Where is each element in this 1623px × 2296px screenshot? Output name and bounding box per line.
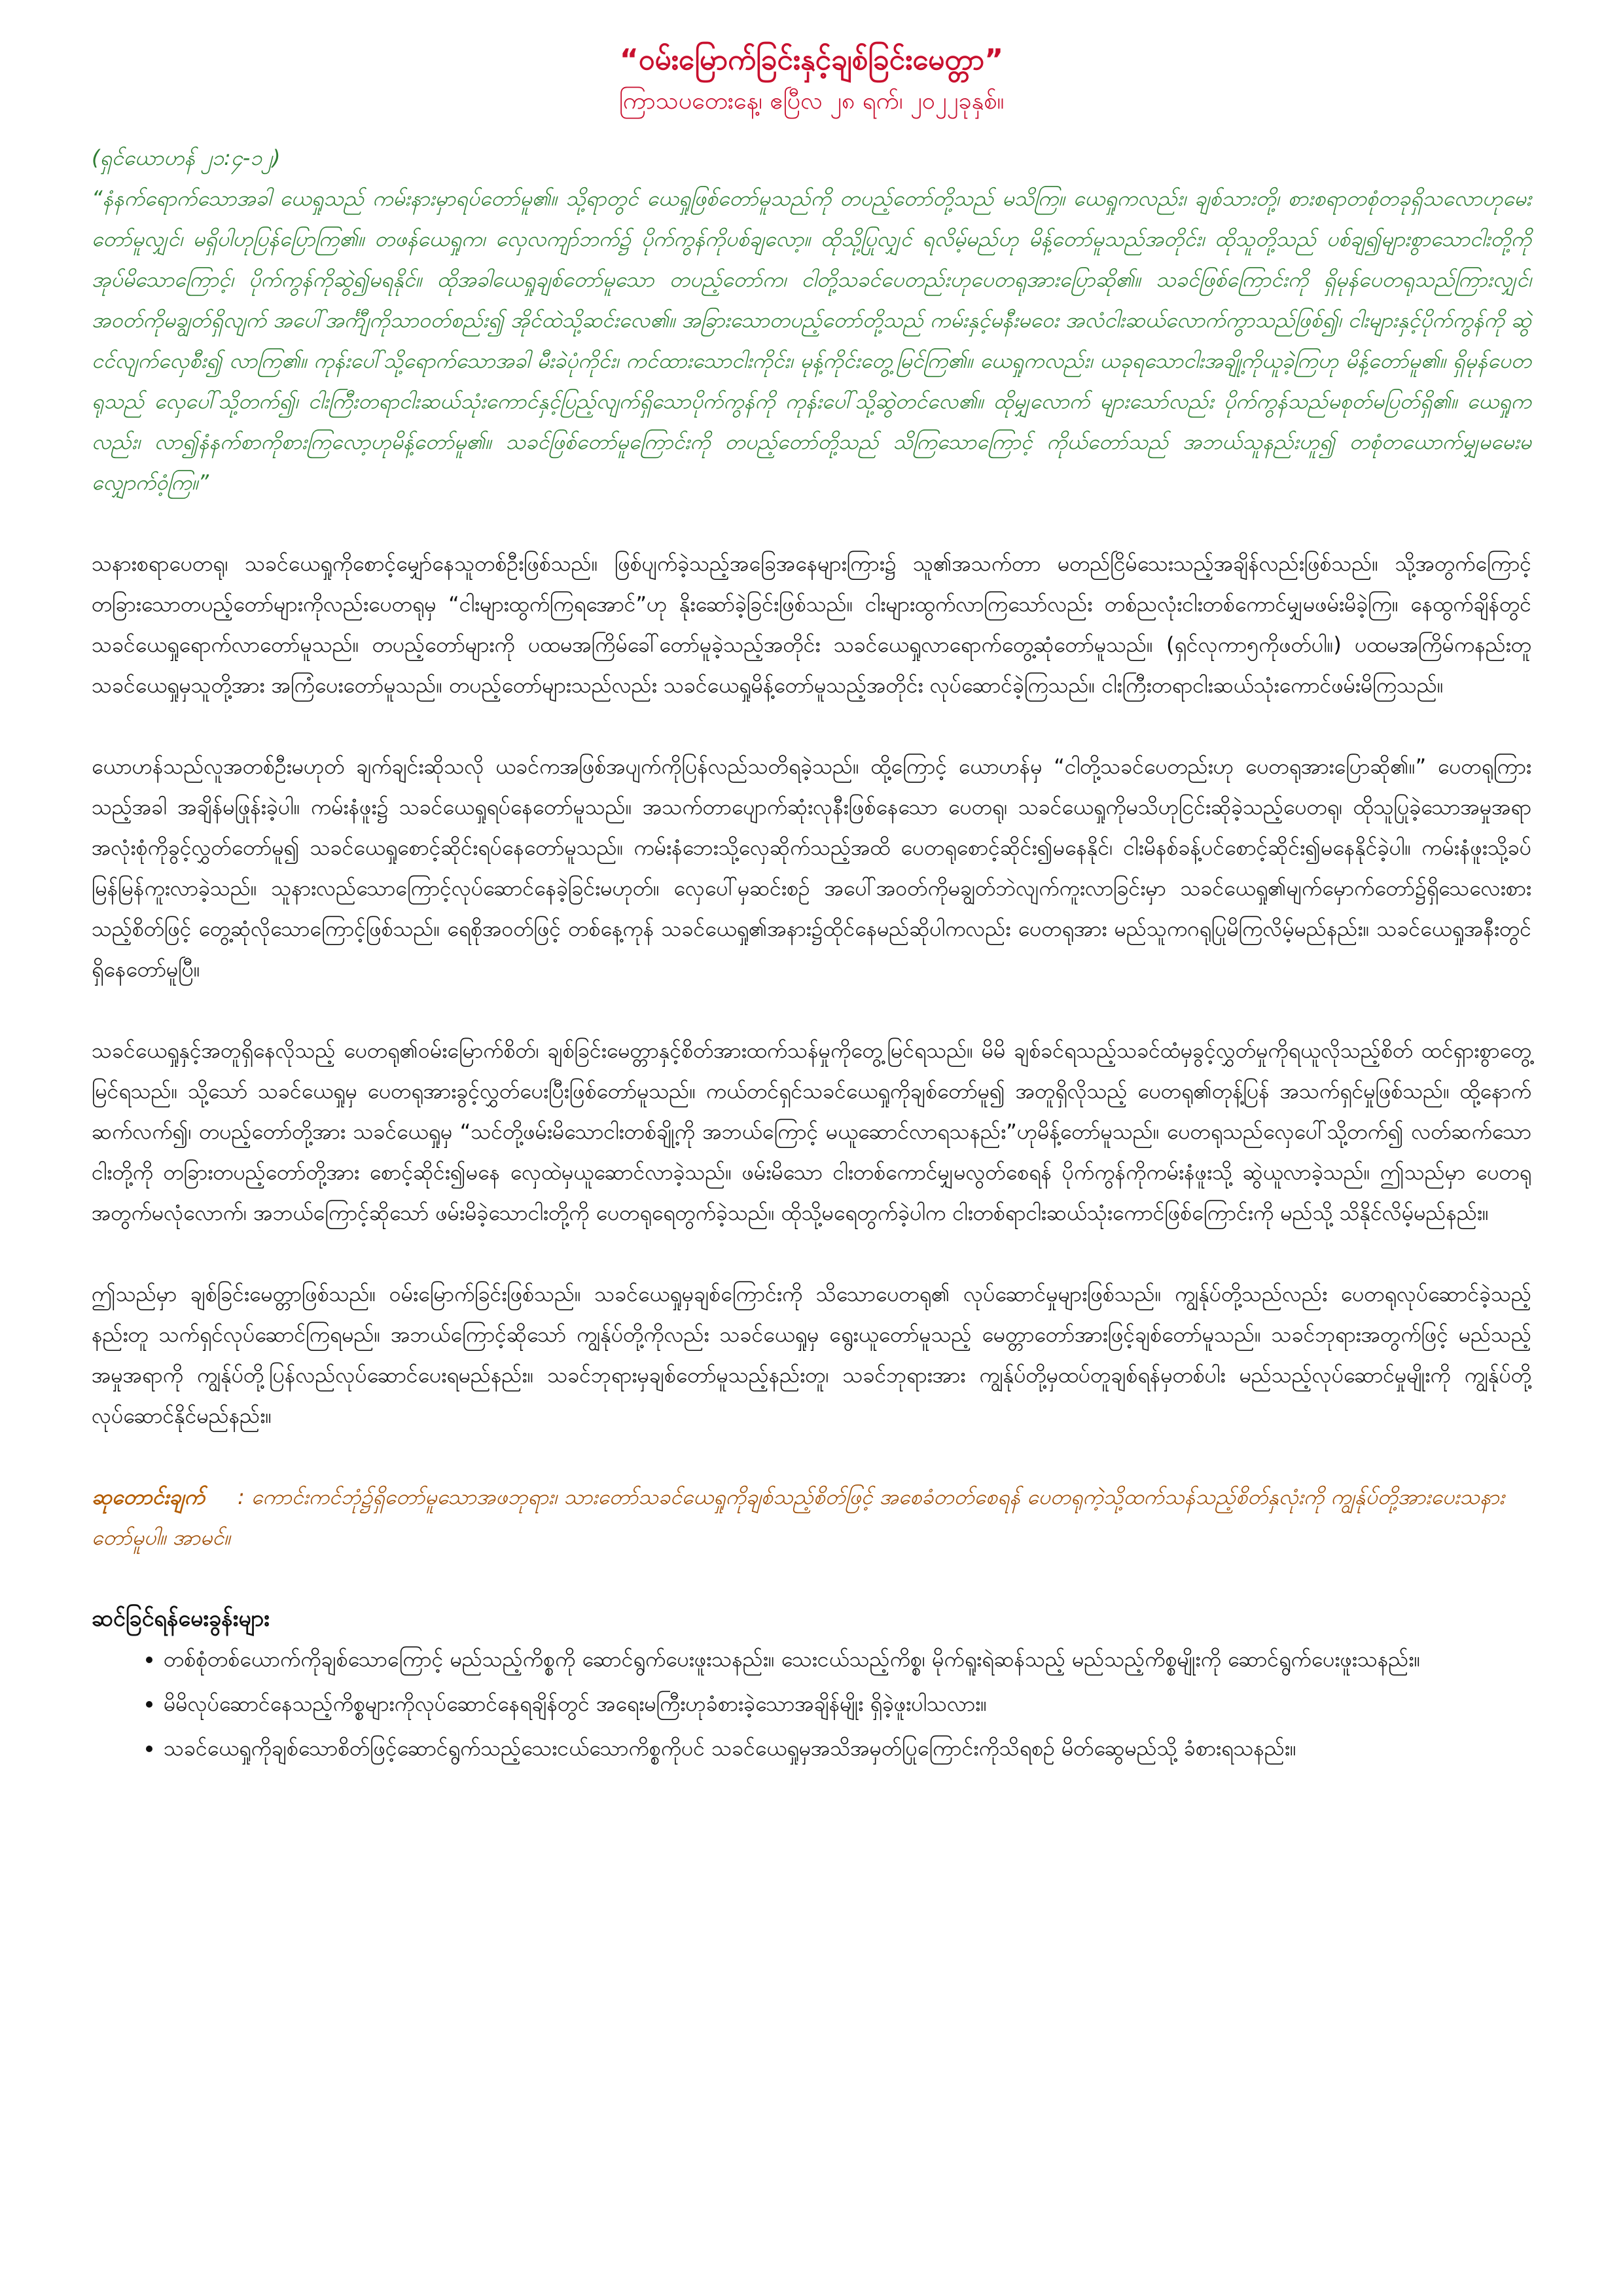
prayer-text: : ကောင်းကင်ဘုံ၌ရှိတော်မူသောအဖဘုရား၊ သားတော်သခင်ယေရှုကိုချစ်သည့်စိတ်ဖြင့် အစေခံတတ်စေရန် ပေတရုကဲ့သို့ထက်သန်သည့်စိတ်နှလုံးကို ကျွန်ုပ်တို့အားပေးသနားတော်မူပါ။ အာမင်။	[92, 1484, 1505, 1550]
body-paragraph-4: ဤသည်မှာ ချစ်ခြင်းမေတ္တာဖြစ်သည်။ ဝမ်းမြောက်ခြင်းဖြစ်သည်။ သခင်ယေရှုမှချစ်ကြောင်းကို သိသောပေတရု၏ လုပ်ဆောင်မှုများဖြစ်သည်။ ကျွန်ုပ်တို့သည်လည်း ပေတရုလုပ်ဆောင်ခဲ့သည့်နည်းတူ သက်ရှင်လုပ်ဆောင်ကြရမည်။ အဘယ်ကြောင့်ဆိုသော် ကျွန်ုပ်တို့ကိုလည်း သခင်ယေရှုမှ ရွေးယူတော်မူသည့် မေတ္တာတော်အားဖြင့်ချစ်တော်မူသည်။ သခင်ဘုရားအတွက်ဖြင့် မည်သည့်အမှုအရာကို ကျွန်ုပ်တို့ပြန်လည်လုပ်ဆောင်ပေးရမည်နည်း။ သခင်ဘုရားမှချစ်တော်မူသည့်နည်းတူ၊ သခင်ဘုရားအား ကျွန်ုပ်တို့မှထပ်တူချစ်ရန်မှတစ်ပါး မည်သည့်လုပ်ဆောင်မှုမျိုးကို ကျွန်ုပ်တို့လုပ်ဆောင်နိုင်မည်နည်း။	[92, 1282, 1531, 1428]
page-title: “ဝမ်းမြောက်ခြင်းနှင့်ချစ်ခြင်းမေတ္တာ”	[619, 43, 1004, 77]
question-item: • မိမိလုပ်ဆောင်နေသည့်ကိစ္စများကိုလုပ်ဆောင်နေရချိန်တွင် အရေးမကြီးဟုခံစားခဲ့သောအချိန်မျိုး ရှိခဲ့ဖူးပါသလား။	[164, 1683, 1531, 1724]
scripture-text: “နံနက်ရောက်သောအခါ ယေရှုသည် ကမ်းနားမှာရပ်တော်မူ၏။ သို့ရာတွင် ယေရှုဖြစ်တော်မူသည်ကို တပည့်တော်တို့သည် မသိကြ။ ယေရှုကလည်း၊ ချစ်သားတို့၊ စားစရာတစုံတခုရှိသလောဟုမေးတော်မူလျှင်၊ မရှိပါဟုပြန်ပြောကြ၏။ တဖန်ယေရှုက၊ လှေလကျာ်ဘက်၌ ပိုက်ကွန်ကိုပစ်ချလော့။ ထိုသို့ပြုလျှင် ရလိမ့်မည်ဟု မိန့်တော်မူသည်အတိုင်း၊ ထိုသူတို့သည် ပစ်ချ၍များစွာသောငါးတို့ကိုအုပ်မိသောကြောင့်၊ ပိုက်ကွန်ကိုဆွဲ၍မရနိုင်။ ထိုအခါယေရှုချစ်တော်မူသော တပည့်တော်က၊ ငါတို့သခင်ပေတည်းဟုပေတရုအားပြောဆို၏။ သခင်ဖြစ်ကြောင်းကို ရှိမုန်ပေတရုသည်ကြားလျှင်၊ အဝတ်ကိုမချွတ်ရှိလျက် အပေါ်အင်္ကျီကိုသာဝတ်စည်း၍ အိုင်ထဲသို့ဆင်းလေ၏။ အခြားသောတပည့်တော်တို့သည် ကမ်းနှင့်မနီးမဝေး အလံငါးဆယ်လောက်ကွာသည်ဖြစ်၍၊ ငါးများနှင့်ပိုက်ကွန်ကို ဆွဲငင်လျက်လှေစီး၍ လာကြ၏။ ကုန်းပေါ်သို့ရောက်သောအခါ မီးခဲပုံကိုင်း၊ ကင်ထားသောငါးကိုင်း၊ မုန့်ကိုင်းတွေ့မြင်ကြ၏။ ယေရှုကလည်း၊ ယခုရသောငါးအချို့ကိုယူခဲ့ကြဟု မိန့်တော်မူ၏။ ရှိမုန်ပေတရုသည် လှေပေါ်သို့တက်၍၊ ငါးကြီးတရာငါးဆယ်သုံးကောင်နှင့်ပြည့်လျက်ရှိသောပိုက်ကွန်ကို ကုန်းပေါ်သို့ဆွဲတင်လေ၏။ ထိုမျှလောက် များသော်လည်း ပိုက်ကွန်သည်မစုတ်မပြတ်ရှိ၏။ ယေရှုကလည်း၊ လာ၍နံနက်စာကိုစားကြလော့ဟုမိန့်တော်မူ၏။ သခင်ဖြစ်တော်မူကြောင်းကို တပည့်တော်တို့သည် သိကြသောကြောင့် ကိုယ်တော်သည် အဘယ်သူနည်းဟူ၍ တစုံတယောက်မျှမမေးမလျှောက်ဝံ့ကြ။”	[92, 186, 1531, 495]
devotional-page	[92, 39, 1531, 1772]
body-paragraph-1: သနားစရာပေတရု၊ သခင်ယေရှုကိုစောင့်မျှော်နေသူတစ်ဦးဖြစ်သည်။ ဖြစ်ပျက်ခဲ့သည့်အခြေအနေများကြား၌ သူ၏အသက်တာ မတည်ငြိမ်သေးသည့်အချိန်လည်းဖြစ်သည်။ သို့အတွက်ကြောင့် တခြားသောတပည့်တော်များကိုလည်းပေတရုမှ “ငါးများထွက်ကြရအောင်”ဟု နိုးဆော်ခဲ့ခြင်းဖြစ်သည်။ ငါးများထွက်လာကြသော်လည်း တစ်ညလုံးငါးတစ်ကောင်မျှမဖမ်းမိခဲ့ကြ။ နေထွက်ချိန်တွင် သခင်ယေရှုရောက်လာတော်မူသည်။ တပည့်တော်များကို ပထမအကြိမ်ခေါ်တော်မူခဲ့သည့်အတိုင်း သခင်ယေရှုလာရောက်တွေ့ဆုံတော်မူသည်။ (ရှင်လုကာ၅ကိုဖတ်ပါ။) ပထမအကြိမ်ကနည်းတူ သခင်ယေရှုမှသူတို့အား အကြံပေးတော်မူသည်။ တပည့်တော်များသည်လည်း သခင်ယေရှုမိန့်တော်မူသည့်အတိုင်း လုပ်ဆောင်ခဲ့ကြသည်။ ငါးကြီးတရာငါးဆယ်သုံးကောင်ဖမ်းမိကြသည်။	[92, 551, 1531, 698]
body-paragraph-2: ယောဟန်သည်လူအတစ်ဦးမဟုတ် ချက်ချင်းဆိုသလို ယခင်ကအဖြစ်အပျက်ကိုပြန်လည်သတိရခဲ့သည်။ ထို့ကြောင့် ယောဟန်မှ “ငါတို့သခင်ပေတည်းဟု ပေတရုအားပြောဆို၏။” ပေတရုကြားသည့်အခါ အချိန်မဖြုန်းခဲ့ပါ။ ကမ်းနံဖူး၌ သခင်ယေရှုရပ်နေတော်မူသည်။ အသက်တာပျောက်ဆုံးလုနီးဖြစ်နေသော ပေတရု၊ သခင်ယေရှုကိုမသိဟုငြင်းဆိုခဲ့သည့်ပေတရု၊ ထိုသူပြုခဲ့သောအမှုအရာအလုံးစုံကိုခွင့်လွှတ်တော်မူ၍ သခင်ယေရှုစောင့်ဆိုင်းရပ်နေတော်မူသည်။ ကမ်းနံဘေးသို့လှေဆိုက်သည့်အထိ ပေတရုစောင့်ဆိုင်း၍မနေနိုင်၊ ငါးမိနစ်ခန့်ပင်စောင့်ဆိုင်း၍မနေနိုင်ခဲ့ပါ။ ကမ်းနံဖူးသို့ခပ်မြန်မြန်ကူးလာခဲ့သည်။ သူနားလည်သောကြောင့်လုပ်ဆောင်နေခဲ့ခြင်းမဟုတ်။ လှေပေါ်မှဆင်းစဉ် အပေါ်အဝတ်ကိုမချွတ်ဘဲလျက်ကူးလာခြင်းမှာ သခင်ယေရှု၏မျက်မှောက်တော်၌ရှိသေလေးစားသည့်စိတ်ဖြင့် တွေ့ဆုံလိုသောကြောင့်ဖြစ်သည်။ ရေစိုအဝတ်ဖြင့် တစ်နေ့ကုန် သခင်ယေရှု၏အနား၌ထိုင်နေမည်ဆိုပါကလည်း ပေတရုအား မည်သူကဂရုပြုမိကြလိမ့်မည်နည်း။ သခင်ယေရှုအနီးတွင်ရှိနေတော်မူပြီ။	[92, 754, 1532, 982]
question-item: • တစ်စုံတစ်ယောက်ကိုချစ်သောကြောင့် မည်သည့်ကိစ္စကို ဆောင်ရွက်ပေးဖူးသနည်း။ သေးငယ်သည့်ကိစ္စ၊ မိုက်ရူးရဲဆန်သည့် မည်သည့်ကိစ္စမျိုးကို ဆောင်ရွက်ပေးဖူးသနည်း။	[164, 1639, 1531, 1679]
question-item: • သခင်ယေရှုကိုချစ်သောစိတ်ဖြင့်ဆောင်ရွက်သည့်သေးငယ်သောကိစ္စကိုပင် သခင်ယေရှုမှအသိအမှတ်ပြုကြောင်းကိုသိရစဉ် မိတ်ဆွေမည်သို့ ခံစားရသနည်း။	[164, 1728, 1531, 1768]
prayer-block	[92, 1477, 1531, 1558]
questions-heading: ဆင်ခြင်ရန်မေးခွန်းများ	[92, 1605, 270, 1632]
questions-list	[92, 1639, 1531, 1768]
body-paragraph-3: သခင်ယေရှုနှင့်အတူရှိနေလိုသည့် ပေတရု၏ဝမ်းမြောက်စိတ်၊ ချစ်ခြင်းမေတ္တာနှင့်စိတ်အားထက်သန်မှုကိုတွေ့မြင်ရသည်။ မိမိ ချစ်ခင်ရသည့်သခင်ထံမှခွင့်လွှတ်မှုကိုရယူလိုသည့်စိတ် ထင်ရှားစွာတွေ့မြင်ရသည်။ သို့သော် သခင်ယေရှုမှ ပေတရုအားခွင့်လွှတ်ပေးပြီးဖြစ်တော်မူသည်။ ကယ်တင်ရှင်သခင်ယေရှုကိုချစ်တော်မူ၍ အတူရှိလိုသည့် ပေတရု၏တုန့်ပြန် အသက်ရှင်မှုဖြစ်သည်။ ထို့နောက်ဆက်လက်၍၊ တပည့်တော်တို့အား သခင်ယေရှုမှ “သင်တို့ဖမ်းမိသောငါးတစ်ချို့ကို အဘယ်ကြောင့် မယူဆောင်လာရသနည်း”ဟုမိန့်တော်မူသည်။ ပေတရုသည်လှေပေါ်သို့တက်၍ လတ်ဆက်သောငါးတို့ကို တခြားတပည့်တော်တို့အား စောင့်ဆိုင်း၍မနေ လှေထဲမှယူဆောင်လာခဲ့သည်။ ဖမ်းမိသော ငါးတစ်ကောင်မျှမလွတ်စေရန် ပိုက်ကွန်ကိုကမ်းနံဖူးသို့ ဆွဲယူလာခဲ့သည်။ ဤသည်မှာ ပေတရုအတွက်မလုံလောက်၊ အဘယ်ကြောင့်ဆိုသော် ဖမ်းမိခဲ့သောငါးတို့ကို ပေတရုရေတွက်ခဲ့သည်။ ထိုသို့မရေတွက်ခဲ့ပါက ငါးတစ်ရာငါးဆယ်သုံးကောင်ဖြစ်ကြောင်းကို မည်သို့ သိနိုင်လိမ့်မည်နည်း။	[92, 1038, 1532, 1225]
date-line: ကြာသပတေးနေ့၊ ဧပြီလ ၂၈ ရက်၊ ၂၀၂၂ခုနှစ်။	[618, 88, 1005, 115]
scripture-reference: (ရှင်ယောဟန် ၂၁:၄-၁၂)	[92, 145, 281, 170]
prayer-label: ဆုတောင်းချက်	[92, 1484, 205, 1509]
